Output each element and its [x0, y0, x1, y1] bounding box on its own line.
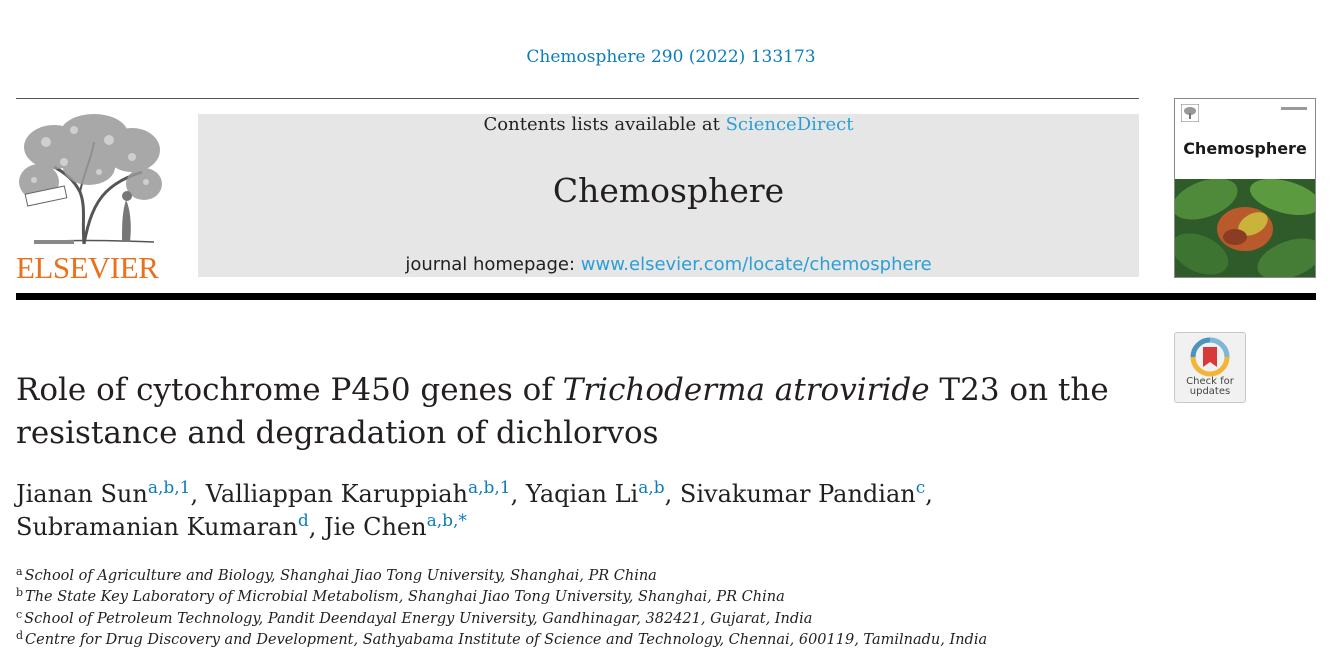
affiliation-label: c	[16, 607, 23, 621]
homepage-line	[198, 254, 1139, 275]
author-affiliation-ref[interactable]: a,b,1	[147, 478, 191, 498]
bookmark-ring-icon	[1190, 337, 1230, 377]
title-species: Trichoderma atroviride	[562, 372, 930, 408]
author-separator: ,	[190, 480, 206, 508]
contents-prefix: Contents lists available at	[483, 114, 726, 135]
cover-title: Chemosphere	[1183, 139, 1307, 158]
journal-cover[interactable]	[1174, 98, 1316, 278]
header-thick-divider	[16, 293, 1316, 300]
check-updates-line2: updates	[1189, 386, 1231, 397]
top-divider	[16, 98, 1139, 99]
author-separator: ,	[925, 480, 933, 508]
author-name[interactable]: Subramanian Kumaran	[16, 513, 298, 541]
contents-line	[198, 114, 1139, 135]
affiliation-item	[16, 630, 1216, 651]
affiliation-list	[16, 566, 1216, 651]
check-for-updates-button[interactable]	[1174, 332, 1246, 403]
author-name[interactable]: Jie Chen	[323, 513, 427, 541]
affiliation-item	[16, 609, 1216, 630]
affiliation-label: a	[16, 565, 23, 578]
author-separator: ,	[664, 480, 680, 508]
journal-title: Chemosphere	[552, 171, 785, 210]
journal-banner	[198, 114, 1139, 277]
author-affiliation-ref[interactable]: a,b,1	[467, 478, 511, 498]
author-affiliation-ref[interactable]: d	[297, 511, 309, 531]
affiliation-text: School of Petroleum Technology, Pandit Deendayal Energy University, Gandhinagar, 382421, Gujarat, India	[24, 610, 813, 627]
cover-leaf-image	[1175, 179, 1315, 277]
article-title	[16, 369, 1116, 455]
citation-line[interactable]: Chemosphere 290 (2022) 133173	[526, 47, 816, 67]
affiliation-text: Centre for Drug Discovery and Development, Sathyabama Institute of Science and Technology, Chennai, 600119, Tamilnadu, India	[25, 631, 988, 648]
affiliation-item	[16, 566, 1216, 587]
homepage-link[interactable]: www.elsevier.com/locate/chemosphere	[580, 254, 932, 275]
title-part2: T23 on the resistance and degradation of dichlorvos	[16, 372, 1109, 451]
issn-marking	[1281, 107, 1307, 110]
sciencedirect-link[interactable]: ScienceDirect	[725, 114, 854, 135]
author-separator: ,	[510, 480, 526, 508]
author-name[interactable]: Yaqian Li	[525, 480, 639, 508]
author-separator: ,	[308, 513, 324, 541]
author-affiliation-ref[interactable]: a,b	[638, 478, 665, 498]
author-name[interactable]: Jianan Sun	[16, 480, 148, 508]
check-updates-line1: Check for	[1186, 376, 1234, 387]
affiliation-text: School of Agriculture and Biology, Shanghai Jiao Tong University, Shanghai, PR China	[24, 568, 657, 584]
affiliation-item	[16, 587, 1216, 608]
author-list	[16, 478, 1116, 544]
elsevier-wordmark[interactable]: ELSEVIER	[16, 250, 159, 285]
affiliation-label: d	[16, 628, 24, 642]
author-name[interactable]: Valliappan Karuppiah	[205, 480, 468, 508]
elsevier-mini-logo-icon	[1181, 104, 1199, 122]
author-affiliation-ref[interactable]: a,b,*	[426, 511, 467, 531]
author-name[interactable]: Sivakumar Pandian	[679, 480, 916, 508]
title-part1: Role of cytochrome P450 genes of	[16, 372, 563, 408]
check-updates-label	[1175, 377, 1245, 397]
author-affiliation-ref[interactable]: c	[915, 478, 926, 498]
affiliation-text: The State Key Laboratory of Microbial Metabolism, Shanghai Jiao Tong University, Shanghai, PR China	[25, 589, 785, 606]
homepage-prefix: journal homepage:	[405, 254, 581, 275]
affiliation-label: b	[16, 586, 24, 600]
